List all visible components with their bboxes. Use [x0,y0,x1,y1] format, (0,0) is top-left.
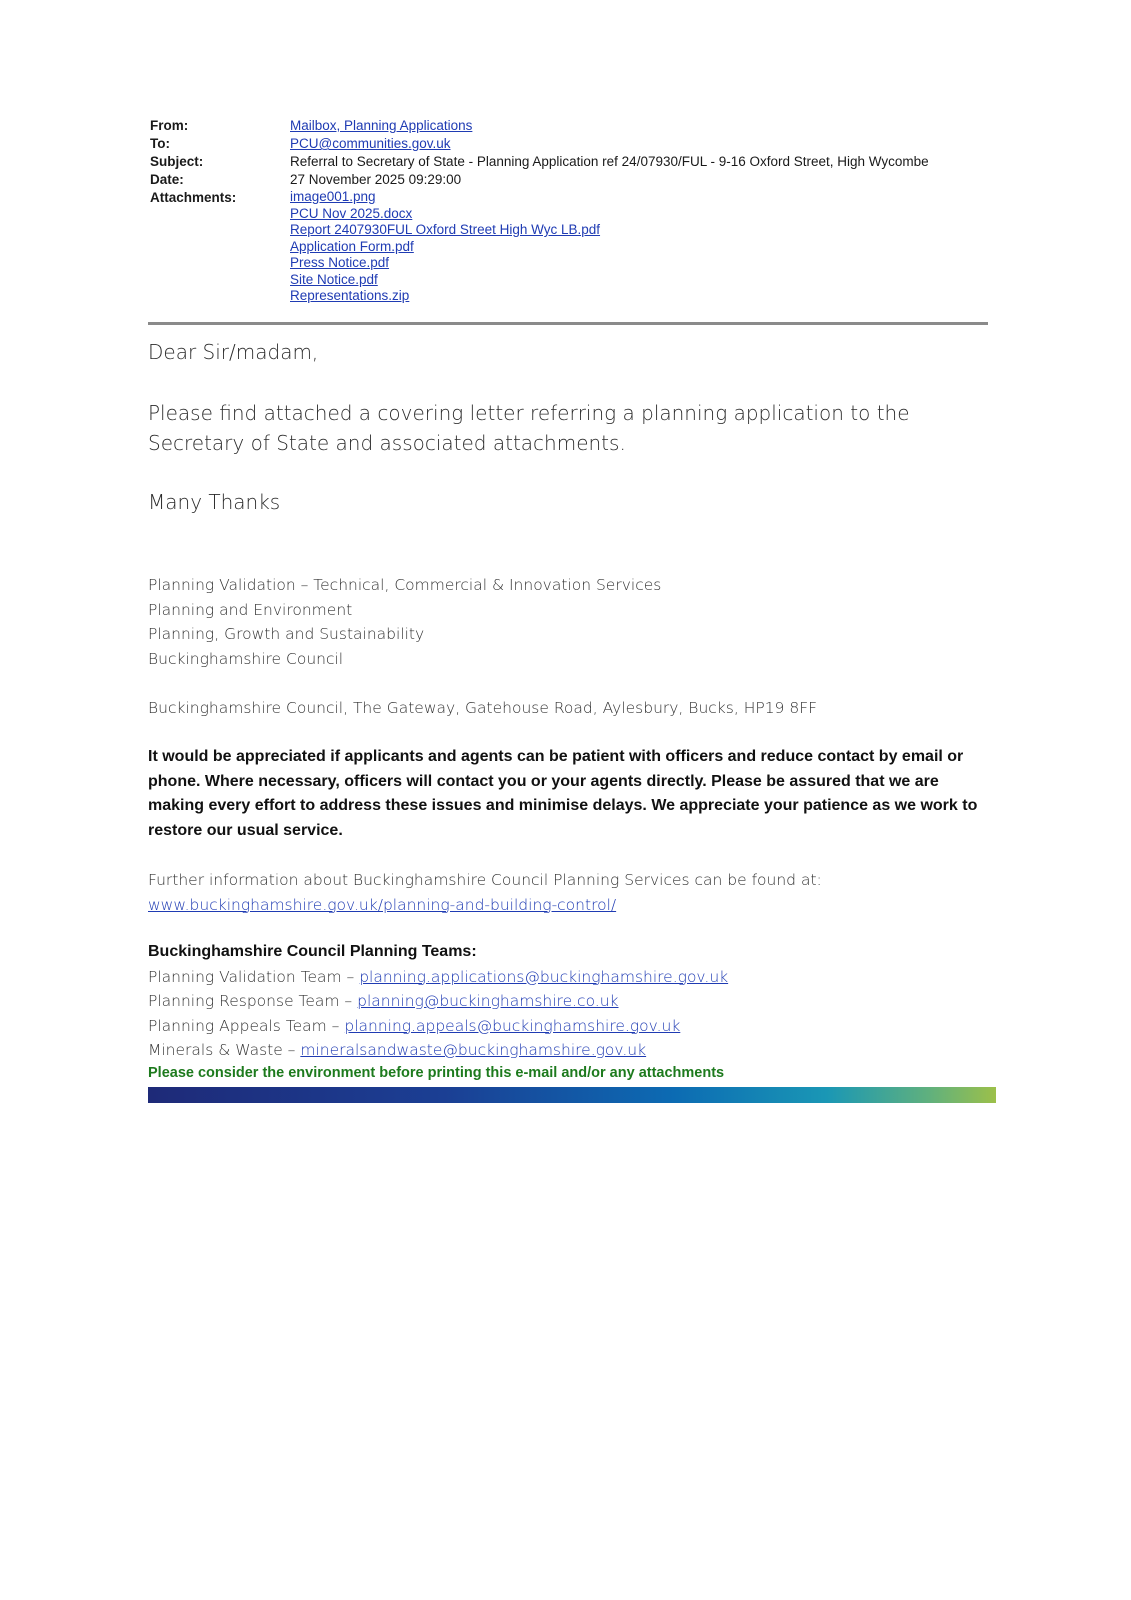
team-email-link[interactable]: mineralsandwaste@buckinghamshire.gov.uk [300,1041,647,1059]
teams-title: Buckinghamshire Council Planning Teams: [148,943,477,960]
further-info-text: Further information about Buckinghamshire Council Planning Services can be found at: [148,871,822,889]
attachments-row [150,189,990,305]
team-label: Planning Response Team – [148,992,358,1010]
team-label: Minerals & Waste – [148,1041,301,1059]
team-email-link[interactable]: planning@buckinghamshire.co.uk [357,992,619,1010]
date-row [150,171,990,189]
date-value: 27 November 2025 09:29:00 [290,172,462,187]
attachment-link[interactable]: Site Notice.pdf [290,271,378,287]
to-label: To: [150,136,170,151]
brand-gradient-bar [148,1087,996,1103]
subject-row [150,153,990,171]
email-header [150,117,990,305]
attachments-list [290,189,990,305]
from-link[interactable]: Mailbox, Planning Applications [290,118,473,133]
signature-block [148,573,988,671]
signature-line: Planning Validation – Technical, Commercial & Innovation Services [148,576,662,594]
attachment-link[interactable]: image001.png [290,189,376,204]
team-label: Planning Validation Team – [148,967,360,986]
closing: Many Thanks [148,490,281,514]
team-row [148,989,988,1014]
from-row [150,117,990,135]
planning-teams [148,940,988,1063]
team-label: Planning Appeals Team – [148,1016,345,1035]
subject-label: Subject: [150,154,204,169]
date-label: Date: [150,172,184,187]
attachment-link[interactable]: PCU Nov 2025.docx [290,205,413,221]
attachment-link[interactable]: Application Form.pdf [290,238,414,254]
signature-line: Planning, Growth and Sustainability [148,625,425,643]
subject-value: Referral to Secretary of State - Planning Application ref 24/07930/FUL - 9-16 Oxford Street, High Wycombe [290,154,929,169]
council-address: Buckinghamshire Council, The Gateway, Gatehouse Road, Aylesbury, Bucks, HP19 8FF [148,699,818,717]
signature-line: Planning and Environment [148,600,353,619]
to-row [150,135,990,153]
planning-website-link[interactable]: www.buckinghamshire.gov.uk/planning-and-building-control/ [148,895,617,914]
attachments-label: Attachments: [150,190,237,205]
signature-line: Buckinghamshire Council [148,649,344,668]
attachment-link[interactable]: Press Notice.pdf [290,255,390,270]
team-row [148,965,988,990]
team-email-link[interactable]: planning.applications@buckinghamshire.gov.uk [359,967,729,986]
to-link[interactable]: PCU@communities.gov.uk [290,136,451,151]
greeting: Dear Sir/madam, [148,340,319,364]
further-info [148,868,988,917]
header-divider [148,322,988,325]
patience-notice: It would be appreciated if applicants and agents can be patient with officers and reduce contact by email or phone. Where necessary, officers will contact you or your agents directly. Please be assured that we are making every effort to address these issues and minimise delays. We appreciate your patience as we work to restore our usual service. [148,748,978,839]
attachment-link[interactable]: Representations.zip [290,288,410,303]
attachment-link[interactable]: Report 2407930FUL Oxford Street High Wyc LB.pdf [290,222,601,237]
team-row [148,1038,988,1063]
team-email-link[interactable]: planning.appeals@buckinghamshire.gov.uk [344,1016,681,1035]
team-row [148,1014,988,1039]
from-label: From: [150,118,189,133]
environment-note: Please consider the environment before printing this e-mail and/or any attachments [148,1065,725,1081]
message-body: Please find attached a covering letter referring a planning application to the Secretary of State and associated attachments. [148,401,910,455]
